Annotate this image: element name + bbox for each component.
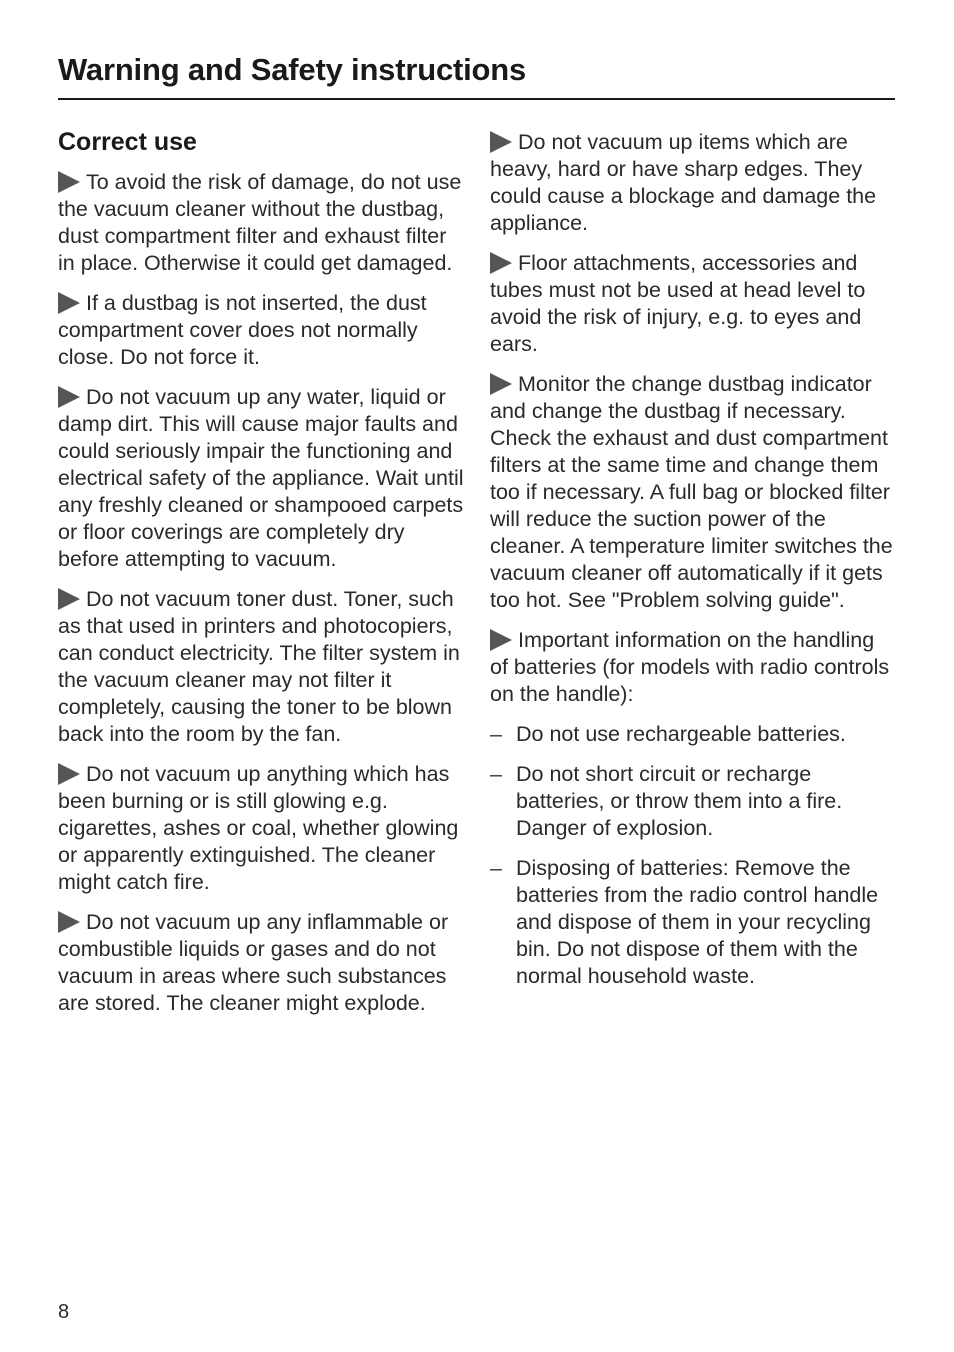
paragraph-text: Monitor the change dustbag indicator and change the dustbag if necessary. Check the exhaust and dust compartment filters at the same time and change them too if necessary. A full bag or blocked filter will reduce the suction power of the cleaner. A temperature limiter switches the vacuum cleaner off automatically if it gets too hot. See "Problem solving guide". — [490, 372, 893, 612]
list-item-text: Disposing of batteries: Remove the batteries from the radio control handle and dispose of them in your recycling bin. Do not dispose of them with the normal household waste. — [516, 856, 879, 988]
battery-list-item — [490, 761, 898, 842]
triangle-arrow-icon — [58, 763, 80, 785]
page-number: 8 — [58, 1301, 70, 1323]
safety-paragraph — [58, 761, 466, 896]
paragraph-text: Do not vacuum up items which are heavy, hard or have sharp edges. They could cause a blockage and damage the appliance. — [490, 130, 877, 235]
list-item-text: Do not use rechargeable batteries. — [516, 722, 846, 746]
safety-paragraph — [58, 290, 466, 371]
safety-paragraph — [58, 384, 466, 573]
paragraph-text: Floor attachments, accessories and tubes must not be used at head level to avoid the risk of injury, e.g. to eyes and ears. — [490, 251, 866, 356]
triangle-arrow-icon — [490, 131, 512, 153]
triangle-arrow-icon — [490, 629, 512, 651]
right-column — [490, 129, 898, 1003]
safety-paragraph — [58, 586, 466, 748]
triangle-arrow-icon — [490, 373, 512, 395]
safety-paragraph — [490, 250, 898, 358]
paragraph-text: Do not vacuum up anything which has been burning or is still glowing e.g. cigarettes, ashes or coal, whether glowing or apparently extinguished. The cleaner might catch fire. — [58, 762, 459, 894]
triangle-arrow-icon — [58, 171, 80, 193]
safety-paragraph — [490, 129, 898, 237]
paragraph-text: Do not vacuum toner dust. Toner, such as that used in printers and photocopiers, can conduct electricity. The filter system in the vacuum cleaner may not filter it completely, causing the toner to be blown back into the room by the fan. — [58, 587, 460, 746]
left-column — [58, 128, 466, 1030]
section-heading: Correct use — [58, 128, 197, 156]
paragraph-text: Do not vacuum up any water, liquid or damp dirt. This will cause major faults and could seriously impair the functioning and electrical safety of the appliance. Wait until any freshly cleaned or shampooed carpets or floor coverings are completely dry before attempting to vacuum. — [58, 385, 464, 571]
safety-paragraph — [490, 371, 898, 614]
paragraph-text: To avoid the risk of damage, do not use the vacuum cleaner without the dustbag, dust compartment filter and exhaust filter in place. Otherwise it could get damaged. — [58, 170, 462, 275]
dash-bullet: – — [490, 762, 502, 786]
triangle-arrow-icon — [58, 292, 80, 314]
paragraph-text: If a dustbag is not inserted, the dust compartment cover does not normally close. Do not force it. — [58, 291, 427, 369]
dash-bullet: – — [490, 856, 502, 880]
safety-paragraph — [58, 169, 466, 277]
battery-list-item — [490, 855, 898, 990]
title-divider — [58, 98, 895, 100]
triangle-arrow-icon — [58, 386, 80, 408]
paragraph-text: Do not vacuum up any inflammable or combustible liquids or gases and do not vacuum in areas where such substances are stored. The cleaner might explode. — [58, 910, 449, 1015]
battery-list-item — [490, 721, 898, 748]
page-title: Warning and Safety instructions — [58, 52, 527, 87]
triangle-arrow-icon — [490, 252, 512, 274]
triangle-arrow-icon — [58, 588, 80, 610]
triangle-arrow-icon — [58, 911, 80, 933]
list-item-text: Do not short circuit or recharge batteries, or throw them into a fire. Danger of explosion. — [516, 762, 843, 840]
safety-paragraph — [58, 909, 466, 1017]
paragraph-text: Important information on the handling of batteries (for models with radio controls on the handle): — [490, 628, 890, 706]
safety-paragraph — [490, 627, 898, 708]
dash-bullet: – — [490, 722, 502, 746]
